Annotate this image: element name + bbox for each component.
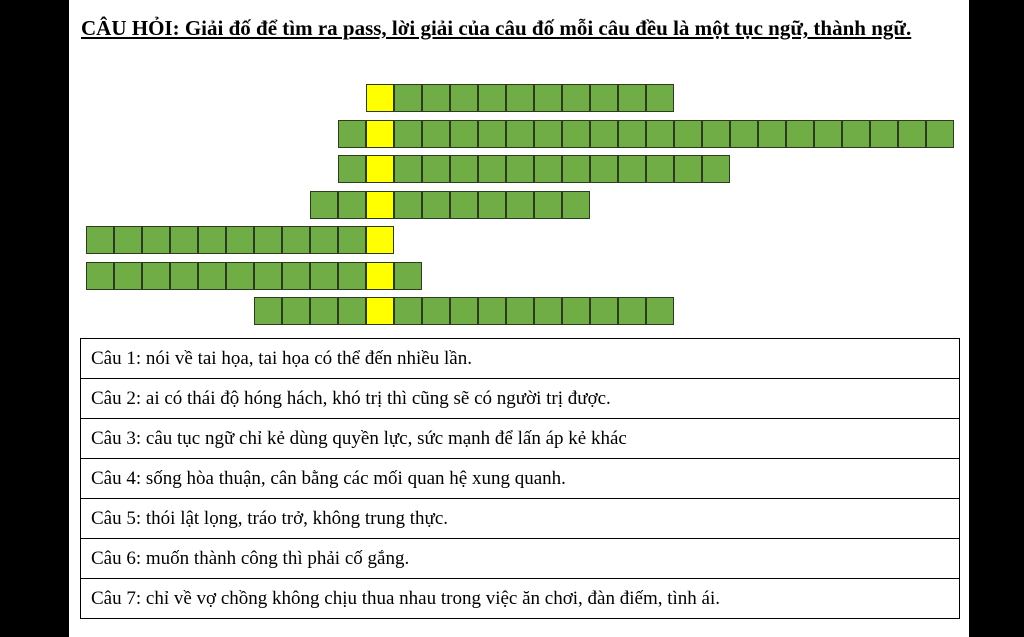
answer-cell bbox=[786, 120, 814, 148]
clue-text: Câu 7: chỉ về vợ chồng không chịu thua nhau trong việc ăn chơi, đàn điếm, tình ái. bbox=[81, 579, 960, 619]
key-cell bbox=[366, 191, 394, 219]
answer-cell bbox=[394, 120, 422, 148]
answer-cell bbox=[506, 297, 534, 325]
answer-cell bbox=[86, 262, 114, 290]
answer-cell bbox=[254, 226, 282, 254]
answer-cell bbox=[394, 297, 422, 325]
answer-cell bbox=[478, 191, 506, 219]
key-cell bbox=[366, 120, 394, 148]
answer-cell bbox=[310, 226, 338, 254]
answer-cell bbox=[534, 120, 562, 148]
answer-cell bbox=[142, 226, 170, 254]
key-cell bbox=[366, 297, 394, 325]
answer-cell bbox=[338, 226, 366, 254]
answer-cell bbox=[898, 120, 926, 148]
answer-cell bbox=[702, 155, 730, 183]
question-title: CÂU HỎI: Giải đố để tìm ra pass, lời giải của câu đố mỗi câu đều là một tục ngữ, thành ngữ. bbox=[81, 16, 912, 40]
puzzle-row-4 bbox=[310, 191, 590, 219]
key-cell bbox=[366, 226, 394, 254]
answer-cell bbox=[534, 84, 562, 112]
answer-cell bbox=[450, 191, 478, 219]
answer-cell bbox=[730, 120, 758, 148]
answer-cell bbox=[702, 120, 730, 148]
answer-cell bbox=[450, 120, 478, 148]
answer-cell bbox=[282, 226, 310, 254]
answer-cell bbox=[338, 191, 366, 219]
answer-cell bbox=[646, 297, 674, 325]
answer-cell bbox=[562, 84, 590, 112]
answer-cell bbox=[310, 297, 338, 325]
answer-cell bbox=[338, 297, 366, 325]
clue-text: Câu 6: muốn thành công thì phải cố gắng. bbox=[81, 539, 960, 579]
answer-cell bbox=[478, 84, 506, 112]
answer-cell bbox=[310, 191, 338, 219]
answer-cell bbox=[422, 155, 450, 183]
answer-cell bbox=[86, 226, 114, 254]
answer-cell bbox=[506, 155, 534, 183]
clue-row bbox=[81, 459, 960, 499]
puzzle-row-2 bbox=[338, 120, 954, 148]
crossword-grid bbox=[69, 0, 969, 330]
answer-cell bbox=[814, 120, 842, 148]
answer-cell bbox=[394, 155, 422, 183]
answer-cell bbox=[562, 155, 590, 183]
answer-cell bbox=[926, 120, 954, 148]
answer-cell bbox=[282, 297, 310, 325]
answer-cell bbox=[590, 84, 618, 112]
answer-cell bbox=[450, 155, 478, 183]
answer-cell bbox=[590, 155, 618, 183]
answer-cell bbox=[842, 120, 870, 148]
answer-cell bbox=[422, 120, 450, 148]
key-cell bbox=[366, 262, 394, 290]
clue-text: Câu 3: câu tục ngữ chỉ kẻ dùng quyền lực, sức mạnh để lấn áp kẻ khác bbox=[81, 419, 960, 459]
answer-cell bbox=[422, 297, 450, 325]
answer-cell bbox=[870, 120, 898, 148]
puzzle-row-1 bbox=[366, 84, 674, 112]
answer-cell bbox=[422, 84, 450, 112]
answer-cell bbox=[562, 297, 590, 325]
answer-cell bbox=[674, 120, 702, 148]
clue-row bbox=[81, 539, 960, 579]
answer-cell bbox=[450, 297, 478, 325]
answer-cell bbox=[310, 262, 338, 290]
answer-cell bbox=[506, 84, 534, 112]
puzzle-row-6 bbox=[86, 262, 422, 290]
answer-cell bbox=[618, 155, 646, 183]
answer-cell bbox=[534, 191, 562, 219]
answer-cell bbox=[646, 155, 674, 183]
worksheet-page bbox=[69, 0, 969, 637]
answer-cell bbox=[226, 226, 254, 254]
answer-cell bbox=[534, 297, 562, 325]
answer-cell bbox=[394, 84, 422, 112]
key-cell bbox=[366, 155, 394, 183]
answer-cell bbox=[114, 226, 142, 254]
answer-cell bbox=[618, 120, 646, 148]
key-cell bbox=[366, 84, 394, 112]
clue-text: Câu 1: nói về tai họa, tai họa có thể đến nhiều lần. bbox=[81, 339, 960, 379]
puzzle-row-5 bbox=[86, 226, 394, 254]
answer-cell bbox=[394, 262, 422, 290]
clue-text: Câu 5: thói lật lọng, tráo trở, không trung thực. bbox=[81, 499, 960, 539]
clue-row bbox=[81, 499, 960, 539]
clue-row bbox=[81, 579, 960, 619]
answer-cell bbox=[562, 191, 590, 219]
clue-table bbox=[80, 338, 960, 619]
answer-cell bbox=[254, 297, 282, 325]
answer-cell bbox=[422, 191, 450, 219]
answer-cell bbox=[282, 262, 310, 290]
clue-text: Câu 2: ai có thái độ hóng hách, khó trị thì cũng sẽ có người trị được. bbox=[81, 379, 960, 419]
answer-cell bbox=[758, 120, 786, 148]
answer-cell bbox=[394, 191, 422, 219]
answer-cell bbox=[198, 226, 226, 254]
answer-cell bbox=[338, 262, 366, 290]
answer-cell bbox=[226, 262, 254, 290]
answer-cell bbox=[562, 120, 590, 148]
answer-cell bbox=[646, 120, 674, 148]
answer-cell bbox=[478, 155, 506, 183]
answer-cell bbox=[590, 120, 618, 148]
answer-cell bbox=[534, 155, 562, 183]
answer-cell bbox=[170, 226, 198, 254]
answer-cell bbox=[198, 262, 226, 290]
answer-cell bbox=[618, 84, 646, 112]
answer-cell bbox=[478, 297, 506, 325]
answer-cell bbox=[254, 262, 282, 290]
puzzle-row-7 bbox=[254, 297, 674, 325]
answer-cell bbox=[450, 84, 478, 112]
clue-text: Câu 4: sống hòa thuận, cân bằng các mối quan hệ xung quanh. bbox=[81, 459, 960, 499]
answer-cell bbox=[142, 262, 170, 290]
answer-cell bbox=[114, 262, 142, 290]
answer-cell bbox=[170, 262, 198, 290]
clue-row bbox=[81, 339, 960, 379]
answer-cell bbox=[618, 297, 646, 325]
answer-cell bbox=[338, 155, 366, 183]
answer-cell bbox=[338, 120, 366, 148]
answer-cell bbox=[478, 120, 506, 148]
puzzle-row-3 bbox=[338, 155, 730, 183]
answer-cell bbox=[506, 191, 534, 219]
answer-cell bbox=[506, 120, 534, 148]
clue-row bbox=[81, 379, 960, 419]
clue-row bbox=[81, 419, 960, 459]
answer-cell bbox=[646, 84, 674, 112]
answer-cell bbox=[674, 155, 702, 183]
answer-cell bbox=[590, 297, 618, 325]
